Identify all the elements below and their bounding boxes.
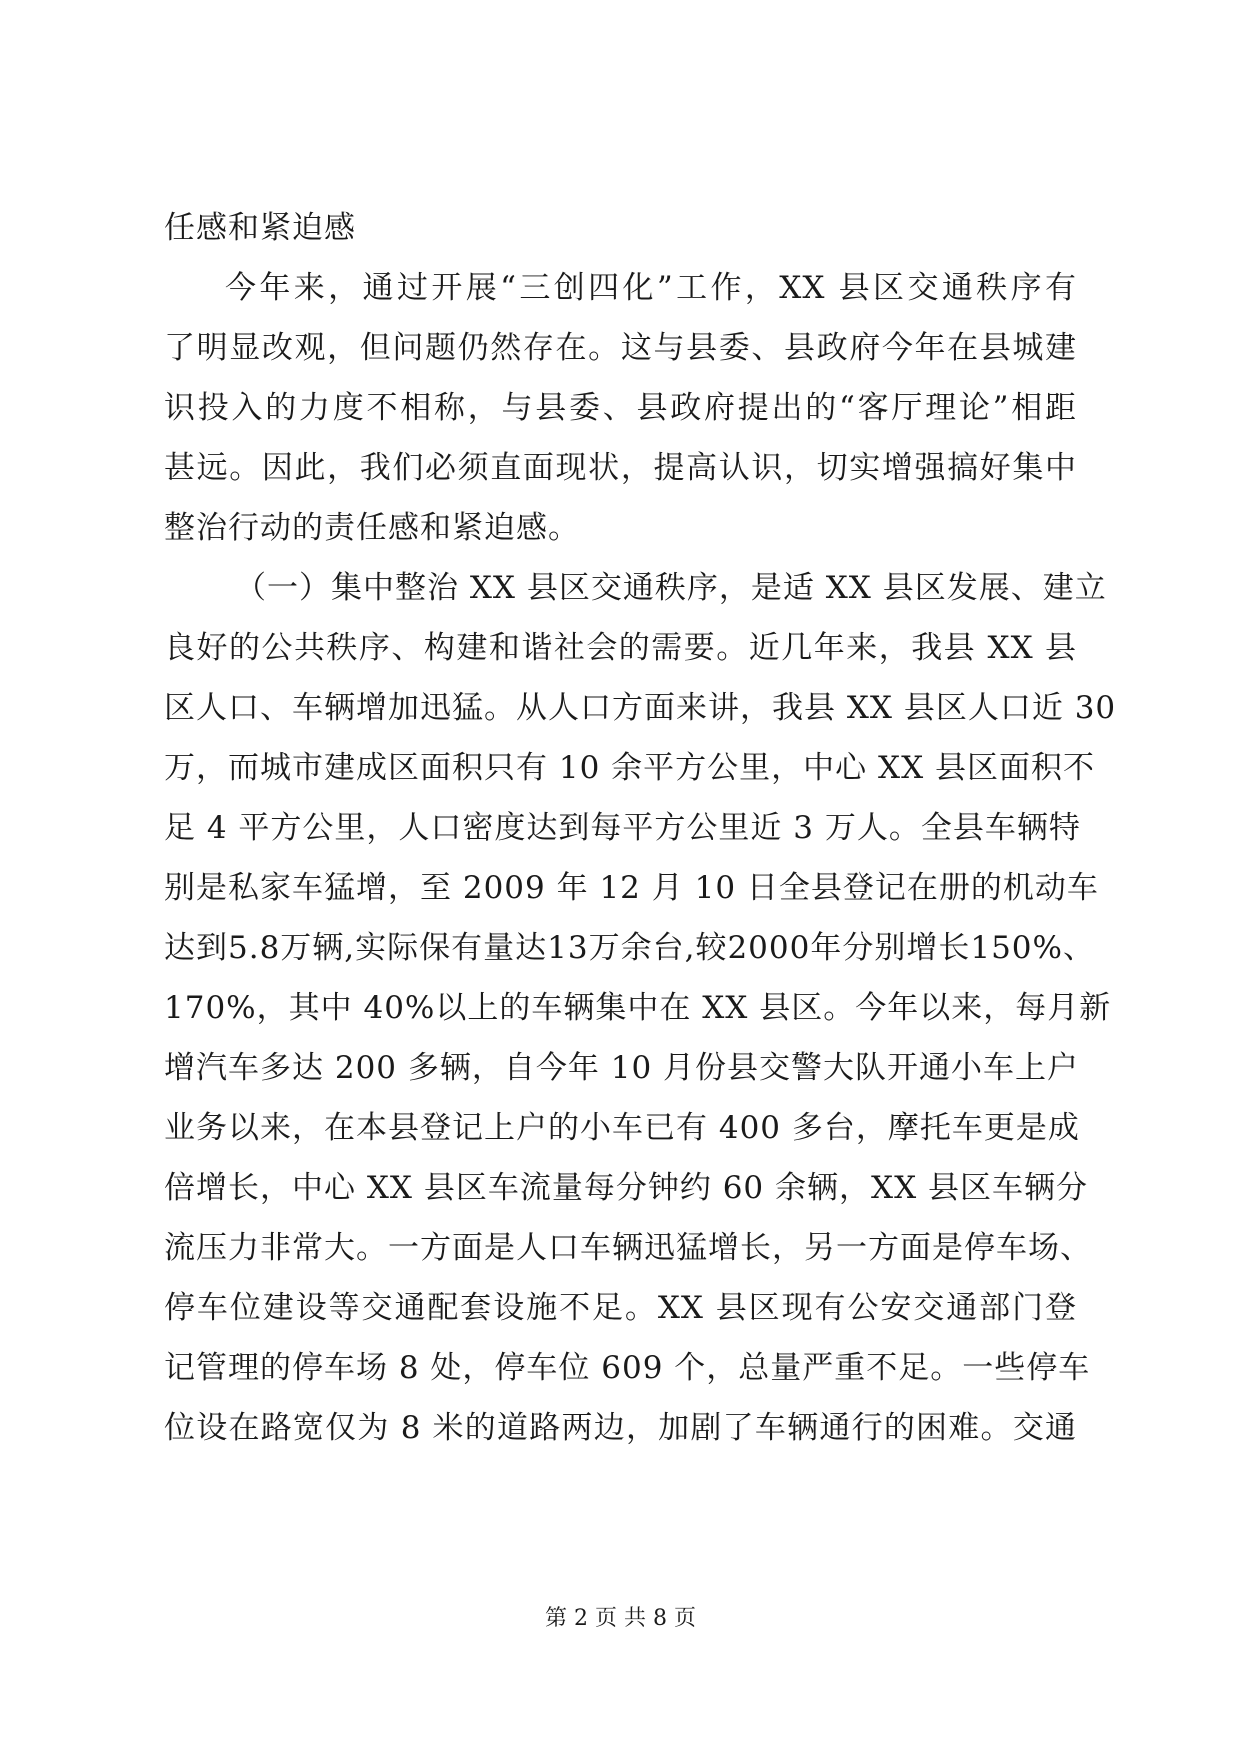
text-line-2: 今年来，通过开展“三创四化”工作，XX 县区交通秩序有 (225, 270, 1077, 306)
text-line-8: 良好的公共秩序、构建和谐社会的需要。近几年来，我县 XX 县 (164, 630, 1077, 666)
text-line-18: 流压力非常大。一方面是人口车辆迅猛增长，另一方面是停车场、 (164, 1230, 1092, 1266)
text-line-9: 区人口、车辆增加迅猛。从人口方面来讲，我县 XX 县区人口近 30 (164, 690, 1117, 726)
text-line-10: 万，而城市建成区面积只有 10 余平方公里，中心 XX 县区面积不 (164, 750, 1095, 786)
text-line-12: 别是私家车猛增，至 2009 年 12 月 10 日全县登记在册的机动车 (164, 870, 1099, 906)
text-line-3: 了明显改观，但问题仍然存在。这与县委、县政府今年在县城建 (164, 330, 1077, 366)
text-line-20: 记管理的停车场 8 处，停车位 609 个，总量严重不足。一些停车 (164, 1350, 1091, 1386)
text-line-16: 业务以来，在本县登记上户的小车已有 400 多台，摩托车更是成 (164, 1110, 1080, 1146)
text-line-1: 任感和紧迫感 (164, 210, 356, 246)
text-line-4: 识投入的力度不相称，与县委、县政府提出的“客厅理论”相距 (164, 390, 1077, 426)
page-number-footer: 第 2 页 共 8 页 (545, 1606, 696, 1631)
text-line-7: （一）集中整治 XX 县区交通秩序，是适 XX 县区发展、建立 (235, 570, 1107, 606)
text-line-13: 达到5.8万辆,实际保有量达13万余台,较2000年分别增长150%、 (164, 930, 1095, 966)
text-line-17: 倍增长，中心 XX 县区车流量每分钟约 60 余辆，XX 县区车辆分 (164, 1170, 1088, 1206)
text-line-14: 170%，其中 40%以上的车辆集中在 XX 县区。今年以来，每月新 (164, 990, 1112, 1026)
text-line-19: 停车位建设等交通配套设施不足。XX 县区现有公安交通部门登 (164, 1290, 1077, 1326)
text-line-15: 增汽车多达 200 多辆，自今年 10 月份县交警大队开通小车上户 (164, 1050, 1080, 1086)
text-line-6: 整治行动的责任感和紧迫感。 (164, 510, 580, 546)
text-line-11: 足 4 平方公里，人口密度达到每平方公里近 3 万人。全县车辆特 (164, 810, 1081, 846)
text-line-21: 位设在路宽仅为 8 米的道路两边，加剧了车辆通行的困难。交通 (164, 1410, 1077, 1446)
text-line-5: 甚远。因此，我们必须直面现状，提高认识，切实增强搞好集中 (164, 450, 1077, 486)
